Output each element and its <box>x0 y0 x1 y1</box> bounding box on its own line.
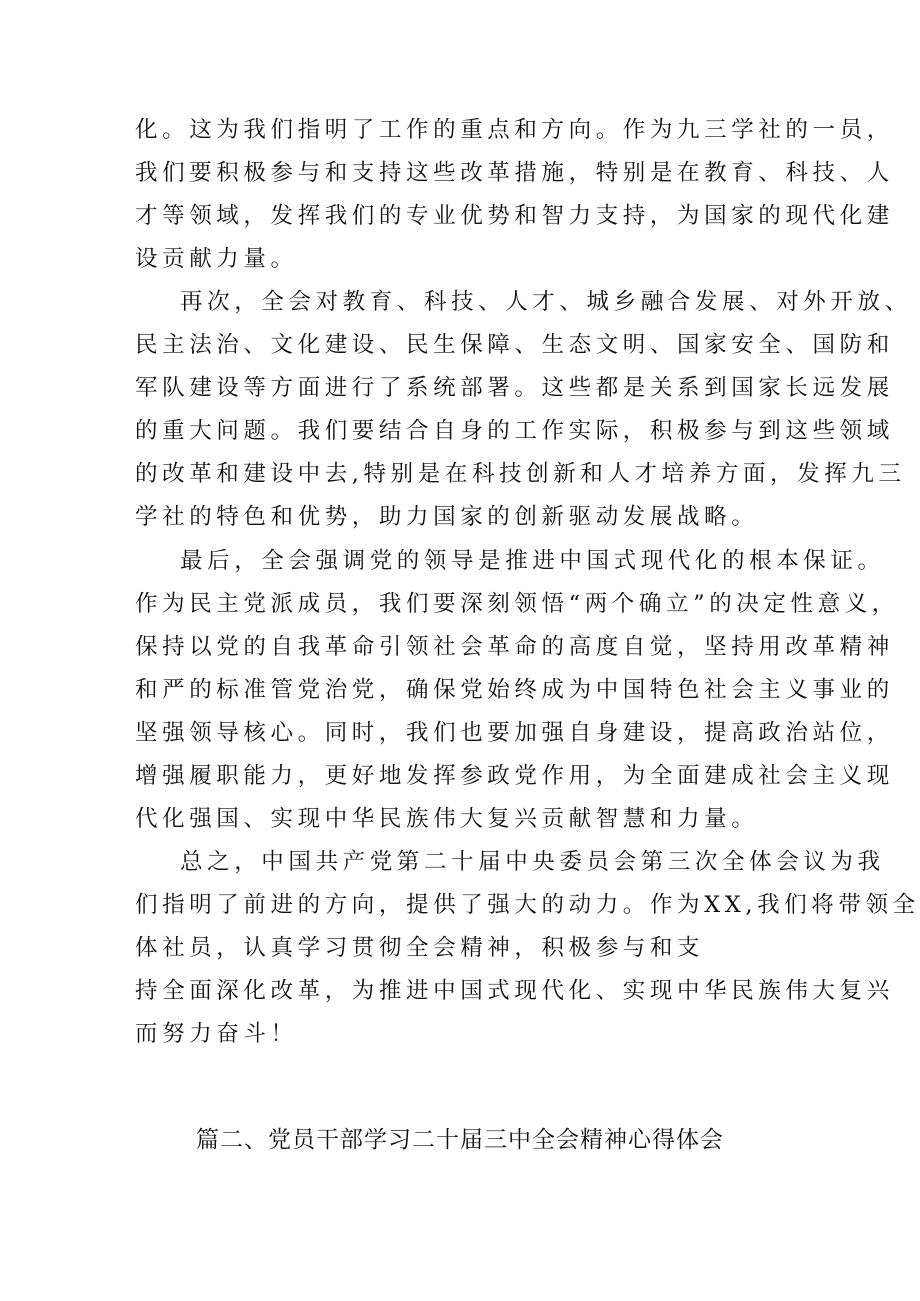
text-line-20: 体社员，认真学习贯彻全会精神，积极参与和支 <box>135 935 705 961</box>
text-line-22: 而努力奋斗！ <box>135 1021 298 1047</box>
text-line-21: 持全面深化改革，为推进中国式现代化、实现中华民族伟大复兴 <box>135 978 894 1004</box>
text-line-4: 设贡献力量。 <box>135 246 298 272</box>
text-line-19: 们指明了前进的方向，提供了强大的动力。作为XX,我们将带领全 <box>135 892 920 918</box>
section-heading: 篇二、党员干部学习二十届三中全会精神心得体会 <box>196 1127 724 1153</box>
text-line-8: 的重大问题。我们要结合自身的工作实际，积极参与到这些领域 <box>135 418 894 444</box>
text-line-10: 学社的特色和优势，助力国家的创新驱动发展战略。 <box>135 504 759 530</box>
text-line-7: 军队建设等方面进行了系统部署。这些都是关系到国家长远发展 <box>135 375 894 401</box>
text-line-5: 再次，全会对教育、科技、人才、城乡融合发展、对外开放、 <box>180 289 912 315</box>
text-line-6: 民主法治、文化建设、民生保障、生态文明、国家安全、国防和 <box>135 332 894 358</box>
text-line-3: 才等领域，发挥我们的专业优势和智力支持，为国家的现代化建 <box>135 203 894 229</box>
text-line-18: 总之，中国共产党第二十届中央委员会第三次全体会议为我 <box>180 849 885 875</box>
text-line-11: 最后，全会强调党的领导是推进中国式现代化的根本保证。 <box>180 548 885 574</box>
text-line-13: 保持以党的自我革命引领社会革命的高度自觉，坚持用改革精神 <box>135 634 894 660</box>
text-line-12: 作为民主党派成员，我们要深刻领悟“两个确立”的决定性意义， <box>135 591 899 617</box>
text-line-1: 化。这为我们指明了工作的重点和方向。作为九三学社的一员， <box>135 117 894 143</box>
text-line-17: 代化强国、实现中华民族伟大复兴贡献智慧和力量。 <box>135 806 759 832</box>
text-line-2: 我们要积极参与和支持这些改革措施，特别是在教育、科技、人 <box>135 160 894 186</box>
text-line-15: 坚强领导核心。同时，我们也要加强自身建设，提高政治站位， <box>135 720 894 746</box>
text-line-9: 的改革和建设中去,特别是在科技创新和人才培养方面，发挥九三 <box>135 461 906 487</box>
text-line-14: 和严的标准管党治党，确保党始终成为中国特色社会主义事业的 <box>135 677 894 703</box>
text-line-16: 增强履职能力，更好地发挥参政党作用，为全面建成社会主义现 <box>135 763 894 789</box>
